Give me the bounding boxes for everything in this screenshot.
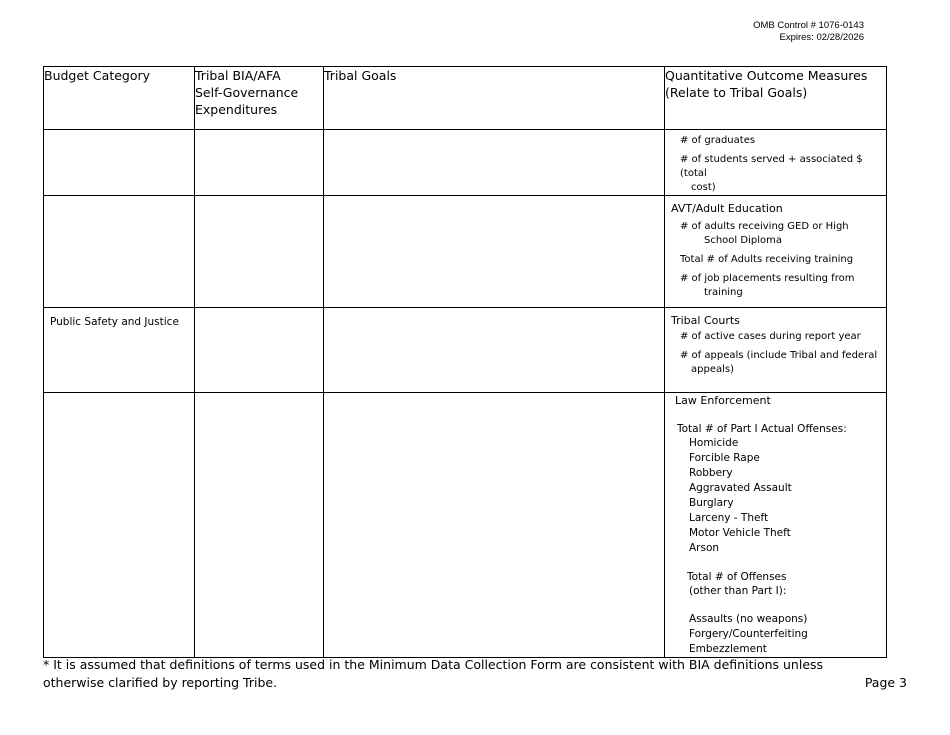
measure-item: # of job placements resulting from training (680, 273, 855, 298)
page-number: Page 3 (864, 675, 907, 690)
header-measures-line: (Relate to Tribal Goals) (665, 85, 808, 100)
part1-offense: Larceny - Theft (689, 512, 769, 524)
measure-item: # of students served + associated $ (total cost) (680, 154, 863, 193)
expenditures-cell[interactable] (195, 130, 324, 196)
section-heading: Law Enforcement (675, 394, 771, 407)
part1-offense: Arson (689, 542, 720, 554)
table-row (44, 393, 887, 658)
table-row (44, 130, 887, 196)
header-expenditures-line: Tribal BIA/AFA (195, 68, 281, 83)
goals-cell[interactable] (324, 393, 665, 658)
budget-table (43, 66, 887, 658)
measures-cell (665, 196, 887, 308)
measure-item: # of appeals (include Tribal and federal appeals) (680, 350, 878, 375)
part1-label: Total # of Part I Actual Offenses: (677, 423, 847, 435)
measures-cell (665, 130, 887, 196)
part1-offense: Aggravated Assault (689, 482, 792, 494)
other-offense: Embezzlement (689, 643, 767, 655)
part1-offense: Forcible Rape (689, 452, 760, 464)
table-row (44, 196, 887, 308)
header-measures-line: Quantitative Outcome Measures (665, 68, 868, 83)
part1-offense: Homicide (689, 437, 739, 449)
measure-item: Total # of Adults receiving training (680, 254, 854, 265)
other-offenses-label: (other than Part I): (689, 585, 787, 597)
header-outcome-measures (665, 67, 887, 130)
omb-control-block (753, 20, 864, 44)
omb-control-number: OMB Control # 1076-0143 (753, 20, 864, 31)
section-heading: AVT/Adult Education (671, 202, 783, 215)
other-offenses-label: Total # of Offenses (687, 571, 787, 583)
part1-offense: Motor Vehicle Theft (689, 527, 791, 539)
header-budget-category: Budget Category (44, 67, 195, 130)
goals-cell[interactable] (324, 196, 665, 308)
section-heading: Tribal Courts (671, 314, 740, 327)
measure-item: # of active cases during report year (680, 331, 861, 342)
category-cell-public-safety: Public Safety and Justice (44, 308, 195, 393)
other-offense: Forgery/Counterfeiting (689, 628, 808, 640)
measures-cell (665, 393, 887, 658)
omb-expiration: Expires: 02/28/2026 (779, 32, 864, 43)
category-cell[interactable] (44, 130, 195, 196)
table-row (44, 308, 887, 393)
header-expenditures-line: Expenditures (195, 102, 278, 117)
category-cell[interactable] (44, 196, 195, 308)
expenditures-cell[interactable] (195, 393, 324, 658)
footnote: * It is assumed that definitions of terms used in the Minimum Data Collection Form are consistent with BIA definitions unless otherwise clarified by reporting Tribe. (43, 657, 824, 690)
other-offense: Assaults (no weapons) (689, 613, 808, 625)
goals-cell[interactable] (324, 308, 665, 393)
expenditures-cell[interactable] (195, 308, 324, 393)
part1-offense: Burglary (689, 497, 734, 509)
header-tribal-goals: Tribal Goals (324, 67, 665, 130)
header-expenditures (195, 67, 324, 130)
measure-item: # of adults receiving GED or High School Diploma (680, 221, 849, 246)
measures-cell (665, 308, 887, 393)
header-expenditures-line: Self-Governance (195, 85, 299, 100)
expenditures-cell[interactable] (195, 196, 324, 308)
category-cell[interactable] (44, 393, 195, 658)
goals-cell[interactable] (324, 130, 665, 196)
part1-offense: Robbery (689, 467, 733, 479)
measure-item: # of graduates (680, 135, 756, 146)
table-header-row (44, 67, 887, 130)
